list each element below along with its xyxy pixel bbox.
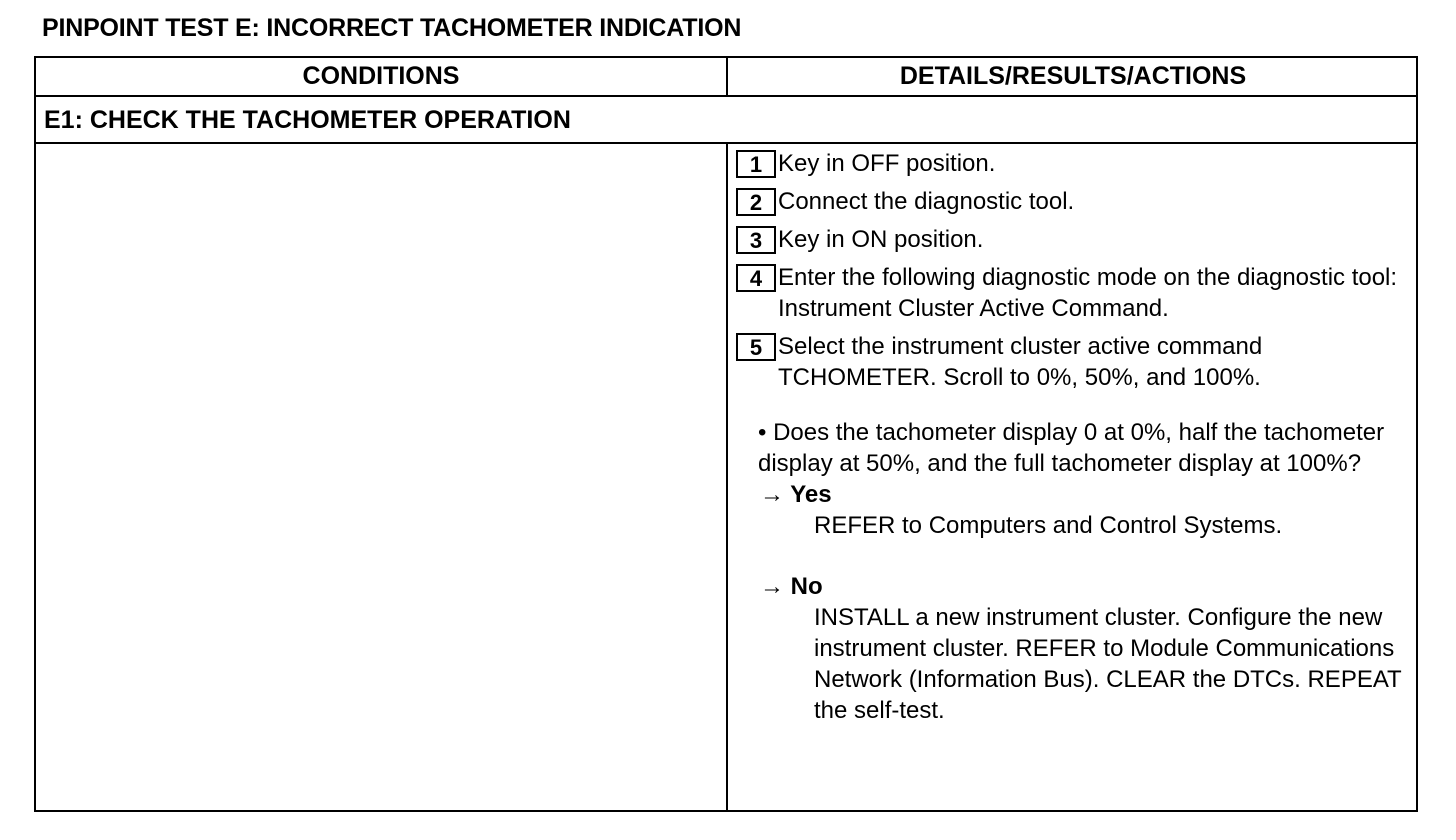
step-number: 3	[736, 226, 776, 254]
page-title: PINPOINT TEST E: INCORRECT TACHOMETER INDICATION	[42, 14, 742, 42]
pinpoint-table	[34, 56, 1418, 812]
yes-label: → Yes	[760, 481, 832, 508]
step-4	[736, 262, 1412, 324]
no-label: → No	[760, 573, 823, 600]
spacer	[736, 541, 1412, 571]
yes-action: REFER to Computers and Control Systems.	[814, 512, 1283, 539]
step-1	[736, 148, 1412, 179]
step-text: Enter the following diagnostic mode on the diagnostic tool: Instrument Cluster Active Command.	[778, 264, 1398, 322]
step-2	[736, 186, 1412, 217]
step-number: 5	[736, 333, 776, 361]
step-text: Connect the diagnostic tool.	[778, 188, 1075, 215]
step-5	[736, 331, 1412, 393]
step-number: 2	[736, 188, 776, 216]
step-number: 1	[736, 150, 776, 178]
question-text: • Does the tachometer display 0 at 0%, half the tachometer display at 50%, and the full tachometer display at 100%?	[758, 419, 1385, 477]
section-title: E1: CHECK THE TACHOMETER OPERATION	[44, 106, 571, 134]
step-text: Key in ON position.	[778, 226, 984, 253]
details-cell	[736, 148, 1412, 726]
header-column-divider	[726, 58, 728, 95]
conditions-header: CONDITIONS	[302, 62, 460, 90]
step-text: Key in OFF position.	[778, 150, 996, 177]
no-action: INSTALL a new instrument cluster. Configure the new instrument cluster. REFER to Module Communications Network (Information Bus). CLEAR the DTCs. REPEAT the self-test.	[814, 604, 1402, 724]
step-3	[736, 224, 1412, 255]
body-column-divider	[726, 142, 728, 810]
header-divider	[36, 95, 1416, 97]
step-number: 4	[736, 264, 776, 292]
step-text: Select the instrument cluster active command TCHOMETER. Scroll to 0%, 50%, and 100%.	[778, 333, 1263, 391]
details-header: DETAILS/RESULTS/ACTIONS	[899, 62, 1247, 90]
